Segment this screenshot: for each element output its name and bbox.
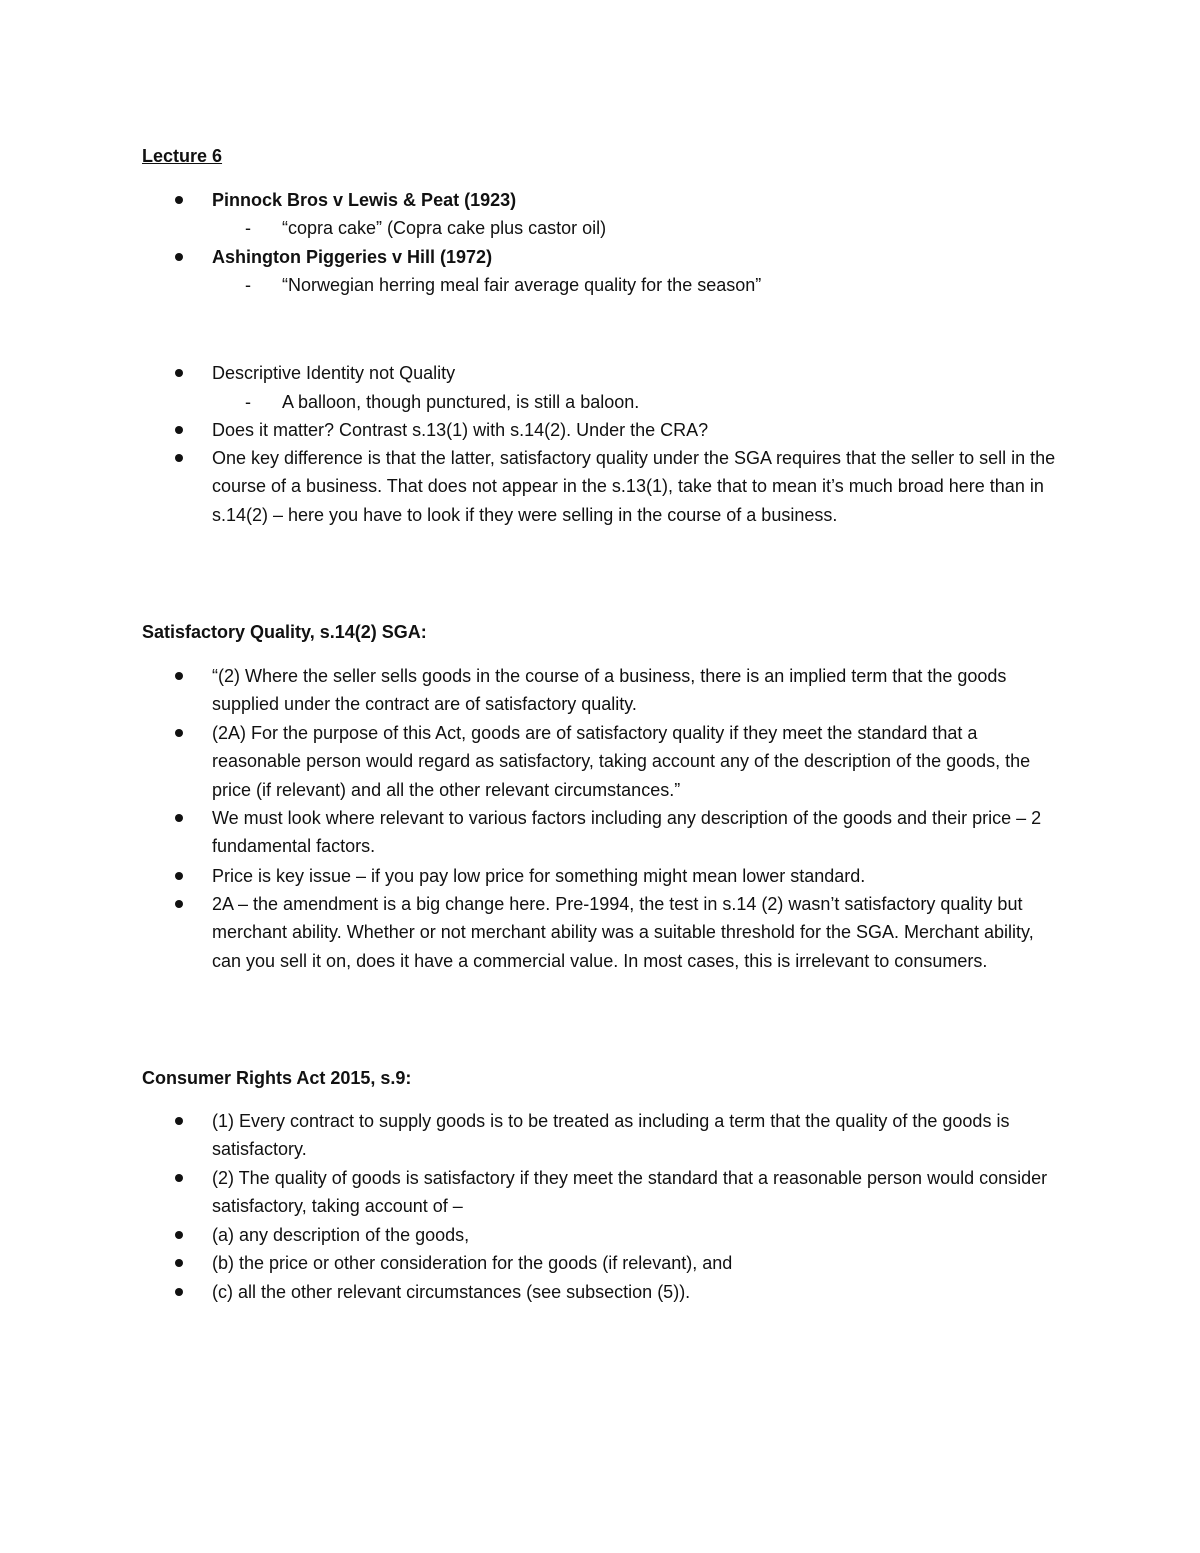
bullet-icon bbox=[175, 872, 183, 880]
bullet-icon bbox=[175, 1259, 183, 1267]
bullet-icon bbox=[175, 672, 183, 680]
list-item-text: “(2) Where the seller sells goods in the course of a business, there is an implied term that the goods supplied under the contract are of satisfactory quality. bbox=[212, 666, 1007, 715]
list-item-text: Descriptive Identity not Quality bbox=[212, 363, 456, 383]
list-item bbox=[212, 1107, 1062, 1164]
list-item-text: (2A) For the purpose of this Act, goods are of satisfactory quality if they meet the standard that a reasonable person would regard as satisfactory, taking account any of the description of the goods, the price (if relevant) and all the other relevant circumstances.” bbox=[212, 723, 1031, 800]
sub-item bbox=[245, 214, 1062, 242]
sub-item bbox=[245, 388, 1062, 416]
bullet-icon bbox=[175, 1231, 183, 1239]
list-item bbox=[212, 1249, 1062, 1277]
bullet-icon bbox=[175, 900, 183, 908]
dash-icon: - bbox=[245, 218, 251, 238]
list-item bbox=[212, 416, 1062, 444]
list-item-text: (2) The quality of goods is satisfactory if they meet the standard that a reasonable person would consider satisfactory, taking account of – bbox=[212, 1168, 1048, 1217]
dash-icon: - bbox=[245, 392, 251, 412]
bullet-icon bbox=[175, 196, 183, 204]
list-item-text: (1) Every contract to supply goods is to be treated as including a term that the quality of the goods is satisfactory. bbox=[212, 1111, 1010, 1160]
bullet-icon bbox=[175, 369, 183, 377]
list-item bbox=[212, 444, 1062, 529]
bullet-icon bbox=[175, 814, 183, 822]
dash-icon: - bbox=[245, 275, 251, 295]
list-item bbox=[212, 243, 1062, 271]
list-item bbox=[212, 1278, 1062, 1306]
sub-item bbox=[245, 271, 1062, 299]
bullet-icon bbox=[175, 1117, 183, 1125]
list-item-text: 2A – the amendment is a big change here. Pre-1994, the test in s.14 (2) wasn’t satisfactory quality but merchant ability. Whether or not merchant ability was a suitable threshold for the SGA. Merchant ability, can you sell it on, does it have a commercial value. In most cases, this is irrelevant to consumers. bbox=[212, 894, 1034, 971]
list-item bbox=[212, 719, 1062, 804]
bullet-icon bbox=[175, 253, 183, 261]
list-item bbox=[212, 186, 1062, 214]
bullet-icon bbox=[175, 454, 183, 462]
section-heading: Satisfactory Quality, s.14(2) SGA: bbox=[142, 622, 427, 642]
list-item bbox=[212, 890, 1062, 975]
bullet-icon bbox=[175, 426, 183, 434]
list-item-text: (a) any description of the goods, bbox=[212, 1225, 470, 1245]
list-item-text: (b) the price or other consideration for the goods (if relevant), and bbox=[212, 1253, 733, 1273]
bullet-icon bbox=[175, 1174, 183, 1182]
section-heading: Consumer Rights Act 2015, s.9: bbox=[142, 1068, 412, 1088]
case-name: Ashington Piggeries v Hill (1972) bbox=[212, 247, 493, 267]
lecture-heading: Lecture 6 bbox=[142, 146, 223, 166]
list-item bbox=[212, 1221, 1062, 1249]
list-item bbox=[212, 1164, 1062, 1221]
sub-item-text: A balloon, though punctured, is still a baloon. bbox=[282, 392, 640, 412]
list-item-text: We must look where relevant to various factors including any description of the goods and their price – 2 fundamental factors. bbox=[212, 808, 1042, 857]
bullet-icon bbox=[175, 729, 183, 737]
bullet-icon bbox=[175, 1288, 183, 1296]
list-item-text: (c) all the other relevant circumstances (see subsection (5)). bbox=[212, 1282, 691, 1302]
list-item bbox=[212, 804, 1062, 861]
case-name: Pinnock Bros v Lewis & Peat (1923) bbox=[212, 190, 517, 210]
list-item bbox=[212, 662, 1062, 719]
sub-item-text: “Norwegian herring meal fair average quality for the season” bbox=[282, 275, 762, 295]
list-item bbox=[212, 359, 1062, 387]
list-item-text: Does it matter? Contrast s.13(1) with s.14(2). Under the CRA? bbox=[212, 420, 709, 440]
list-item-text: Price is key issue – if you pay low price for something might mean lower standard. bbox=[212, 866, 866, 886]
sub-item-text: “copra cake” (Copra cake plus castor oil) bbox=[282, 218, 607, 238]
list-item bbox=[212, 862, 1062, 890]
list-item-text: One key difference is that the latter, satisfactory quality under the SGA requires that the seller to sell in the course of a business. That does not appear in the s.13(1), take that to mean it’s much broad here than in s.14(2) – here you have to look if they were selling in the course of a business. bbox=[212, 448, 1056, 525]
